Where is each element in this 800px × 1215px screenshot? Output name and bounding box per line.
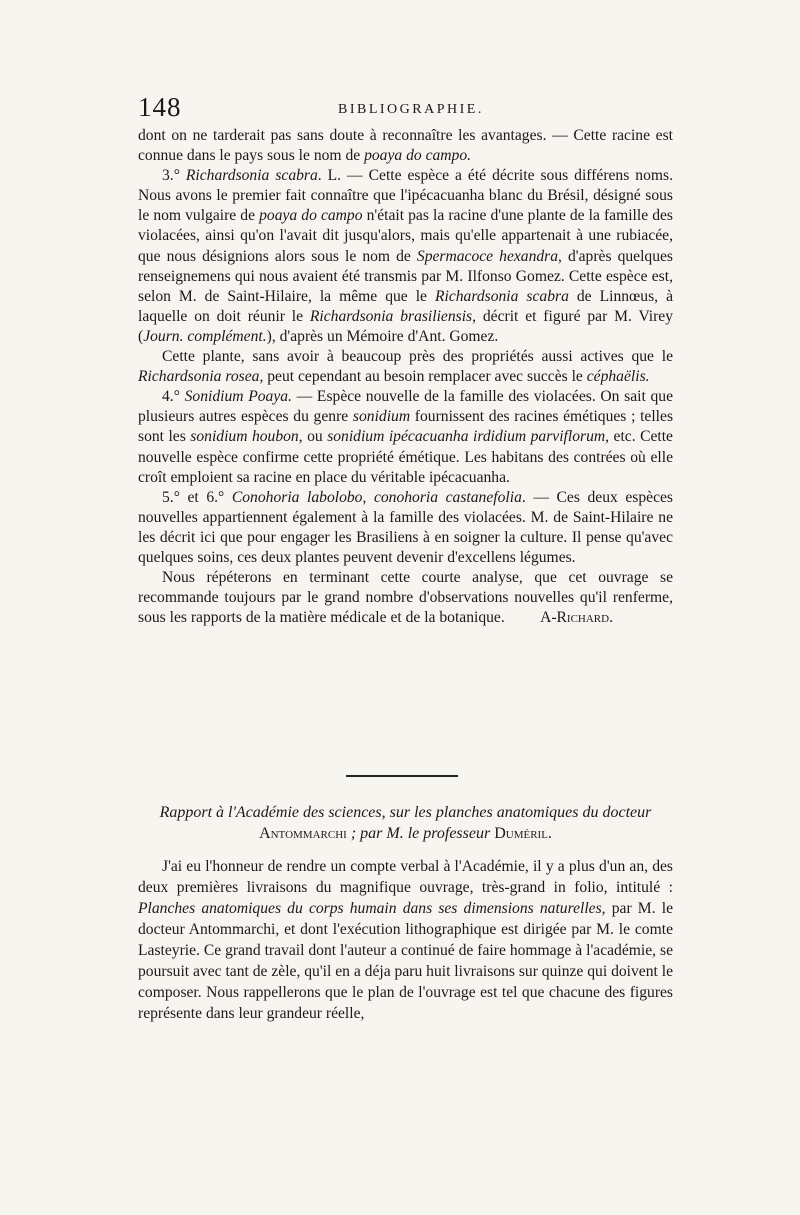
- paragraph: Nous répéterons en terminant cette courte analyse, que cet ouvrage se recommande toujours par le grand nombre d'observations nouvelles qu'il renferme, sous les rapports de la matière médicale et de la botanique.: [138, 569, 673, 627]
- paragraph: 4.° Sonidium Poaya. — Espèce nouvelle de la famille des violacées. On sait que plusieurs autres espèces du genre sonidium fournissent des racines émétiques ; telles sont les sonidium houbon, ou sonidium ipécacuanha irdidium parviflorum, etc. Cette nouvelle espèce confirme cette propriété émétique. Les habitans des contrées où elle croît emploient sa racine en place du véritable ipécacuanha.: [138, 388, 674, 486]
- article-heading: Rapport à l'Académie des sciences, sur les planches anatomiques du docteur Antommarchi ; par M. le professeur Duméril.: [159, 804, 652, 842]
- running-title: BIBLIOGRAPHIE.: [338, 102, 484, 117]
- page-number: 148: [138, 92, 182, 122]
- paragraph: J'ai eu l'honneur de rendre un compte verbal à l'Académie, il y a plus d'un an, des deux premières livraisons du magnifique ouvrage, très-grand in folio, intitulé : Planches anatomiques du corps humain dans ses dimensions naturelles, par M. le docteur Antommarchi, et dont l'exécution lithographique est dirigée par M. le comte Lasteyrie. Ce grand travail dont l'auteur a continué de faire hommage à l'académie, se poursuit avec tant de zèle, qu'il en a déja paru huit livraisons sur quinze qui doivent le composer. Nous rappellerons que le plan de l'ouvrage est tel que chacune des figures représente dans leur grandeur réelle,: [138, 858, 674, 1022]
- section-divider: [346, 775, 458, 777]
- paragraph: 5.° et 6.° Conohoria labolobo, conohoria castanefolia. — Ces deux espèces nouvelles appartiennent également à la famille des violacées. M. de Saint-Hilaire ne les décrit ici que pour engager les Brasiliens à en soigner la culture. Il pense qu'avec quelques soins, ces deux plantes peuvent devenir d'excellens légumes.: [138, 488, 674, 566]
- page-header: [138, 92, 673, 126]
- paragraph: dont on ne tarderait pas sans doute à reconnaître les avantages. — Cette racine est connue dans le pays sous le nom de poaya do campo.: [138, 127, 673, 165]
- review-text: [138, 126, 673, 628]
- paragraph: 3.° Richardsonia scabra. L. — Cette espèce a été décrite sous différens noms. Nous avons le premier fait connaître que l'ipécacuanha blanc du Brésil, désigné sous le nom vulgaire de poaya do campo n'était pas la racine d'une plante de la famille des violacées, ainsi qu'on l'avait dit jusqu'alors, mais qu'elle appartenait à une rubiacée, que nous désignions alors sous le nom de Spermacoce hexandra, d'après quelques renseignemens qui nous avaient été transmis par M. Ilfonso Gomez. Cette espèce est, selon M. de Saint-Hilaire, la même que le Richardsonia scabra de Linnœus, à laquelle on doit réunir le Richardsonia brasiliensis, décrit et figuré par M. Virey (Journ. complément.), d'après un Mémoire d'Ant. Gomez.: [138, 167, 674, 345]
- article-text: [138, 856, 673, 1024]
- signature: A-Richard.: [540, 609, 613, 627]
- paragraph: Cette plante, sans avoir à beaucoup près des propriétés aussi actives que le Richardsonia rosea, peut cependant au besoin remplacer avec succès le céphaëlis.: [138, 348, 673, 386]
